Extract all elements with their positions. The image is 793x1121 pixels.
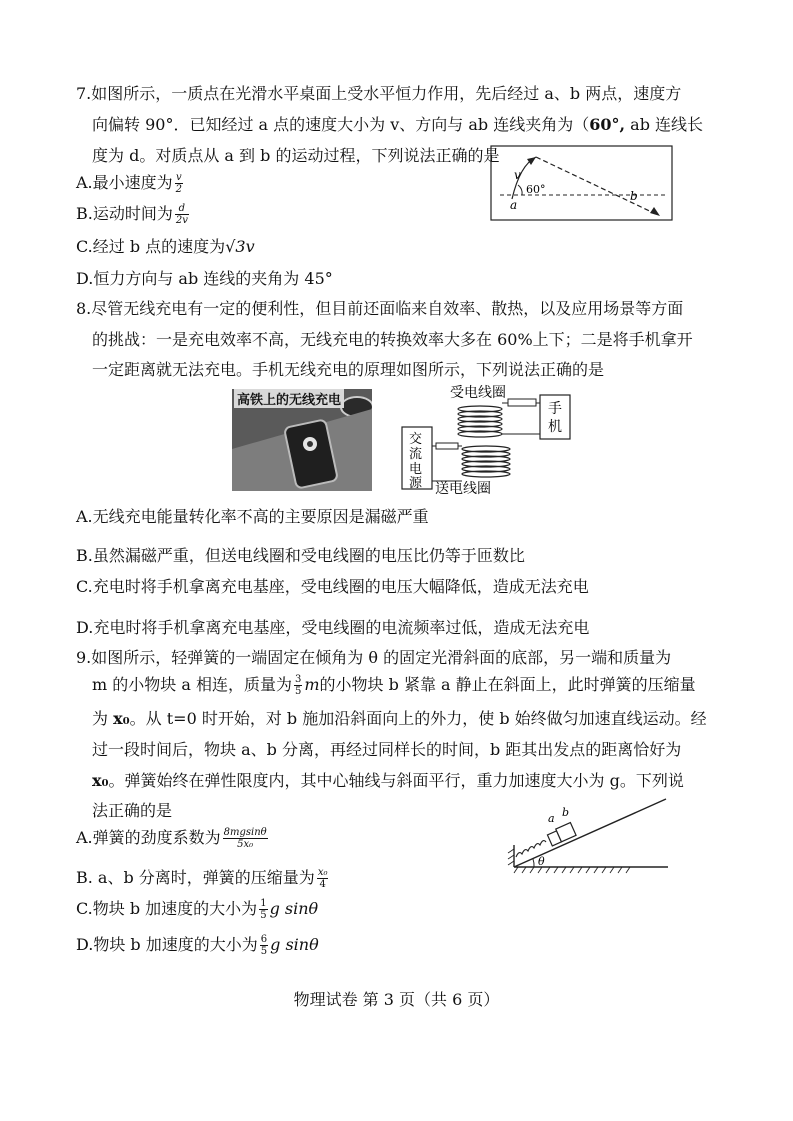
q9-option-c-math: g sinθ <box>269 899 319 918</box>
frac-den: 5 <box>260 946 268 957</box>
q9-option-a <box>76 827 270 850</box>
q7-option-b-text: B.运动时间为 <box>76 204 173 223</box>
q9-line6: 法正确的是 <box>92 801 173 820</box>
label-theta: θ <box>538 855 545 868</box>
velocity-arrow-head <box>527 157 536 165</box>
q8-line2: 的挑战：一是充电效率不高，无线充电的转换效率大多在 60%上下；二是将手机拿开 <box>92 330 693 349</box>
frac-den: 5x₀ <box>237 839 254 850</box>
frac-den: 5 <box>260 910 267 921</box>
frac-den: 5 <box>294 686 302 697</box>
label-v: v <box>514 168 521 182</box>
q9-line2 <box>92 674 696 697</box>
photo-title: 高铁上的无线充电 <box>234 389 344 408</box>
label-receive-coil: 受电线圈 <box>450 385 506 401</box>
q9-option-a-text: A.弹簧的劲度系数为 <box>76 828 221 847</box>
q9-line5-text: 。弹簧始终在弹性限度内，其中心轴线与斜面平行，重力加速度大小为 g。下列说 <box>108 771 684 790</box>
q7-option-c-math: √3v <box>225 237 255 256</box>
label-send-coil: 送电线圈 <box>435 481 491 495</box>
q9-option-c <box>76 898 318 921</box>
q9-line2-text: m 的小物块 a 相连，质量为 <box>92 675 292 694</box>
incline-spring-figure <box>500 795 672 875</box>
q9-line3-text: 。从 t=0 时开始，对 b 施加沿斜面向上的外力，使 b 始终做匀加速直线运动。经 <box>129 709 707 728</box>
q9-option-c-frac <box>259 898 267 921</box>
q8-option-d: D.充电时将手机拿离充电基座，受电线圈的电流频率过低，造成无法充电 <box>76 618 590 637</box>
q9-x0: x₀ <box>113 709 130 728</box>
q7-line2-text: 向偏转 90°．已知经过 a 点的速度大小为 v、方向与 ab 连线夹角为（ <box>92 115 590 134</box>
ground-hatch <box>514 867 630 873</box>
q8-line3: 一定距离就无法充电。手机无线充电的原理如图所示，下列说法正确的是 <box>92 360 605 379</box>
label-ac-1: 交 <box>409 432 423 447</box>
q9-line5 <box>92 770 684 792</box>
q8-option-b: B.虽然漏磁严重，但送电线圈和受电线圈的电压比仍等于匝数比 <box>76 546 525 565</box>
send-connector <box>436 443 458 449</box>
page-footer: 物理试卷 第 3 页（共 6 页） <box>293 990 500 1009</box>
q9-line3-head: 为 <box>92 709 114 728</box>
q9-option-d-math: g sinθ <box>270 935 319 954</box>
label-angle: 60° <box>526 183 546 196</box>
label-b: b <box>630 189 638 203</box>
q9-option-b-text: B. a、b 分离时，弹簧的压缩量为 <box>76 868 315 887</box>
frac-num: 8mgsinθ <box>223 827 267 838</box>
receive-connector <box>508 399 536 406</box>
q8-option-a: A.无线充电能量转化率不高的主要原因是漏磁严重 <box>76 507 429 526</box>
blocks <box>547 823 576 846</box>
q7-option-c <box>76 236 255 258</box>
q8-line1: 8.尽管无线充电有一定的便利性，但目前还面临来自效率、散热，以及应用场景等方面 <box>76 299 684 318</box>
q7-line3: 度为 d。对质点从 a 到 b 的运动过程，下列说法正确的是 <box>92 146 500 165</box>
q9-mass-frac <box>294 674 302 697</box>
q9-option-d-frac <box>260 934 268 957</box>
wall-hatch <box>508 849 514 865</box>
wireless-charging-photo <box>232 389 372 491</box>
q9-x0-2: x₀ <box>92 771 109 790</box>
q7-option-b <box>76 203 191 226</box>
q9-option-c-text: C.物块 b 加速度的大小为 <box>76 899 258 918</box>
frac-den: 4 <box>319 879 326 890</box>
trajectory-arrow-head <box>650 207 660 216</box>
q9-option-b <box>76 867 330 890</box>
q9-option-a-frac <box>223 827 268 850</box>
label-ac-2: 流 <box>409 447 423 462</box>
theta-arc <box>533 859 534 867</box>
frac-den: 2 <box>175 184 183 195</box>
q7-option-c-text: C.经过 b 点的速度为 <box>76 237 226 256</box>
receive-coil <box>458 406 502 437</box>
label-block-a: a <box>548 812 555 825</box>
q7-option-a-frac <box>175 172 183 195</box>
q7-angle-bold: 60°, <box>589 115 626 134</box>
frac-num: v <box>176 172 182 183</box>
label-ac-3: 电 <box>409 462 423 477</box>
q9-line1: 9.如图所示，轻弹簧的一端固定在倾角为 θ 的固定光滑斜面的底部，另一端和质量为 <box>76 648 672 667</box>
coil-circuit-diagram <box>400 383 575 495</box>
trajectory-dashed <box>536 157 658 215</box>
frac-num: x₀ <box>317 867 328 878</box>
frac-num: d <box>175 203 189 215</box>
label-phone-2: 机 <box>548 419 562 435</box>
q9-option-d-text: D.物块 b 加速度的大小为 <box>76 935 258 954</box>
label-block-b: b <box>562 806 570 819</box>
label-a: a <box>510 198 518 212</box>
q7-line2-tail: ab 连线长 <box>625 115 704 134</box>
q9-line2-tail: 的小物块 b 紧靠 a 静止在斜面上，此时弹簧的压缩量 <box>319 675 696 694</box>
q8-option-c: C.充电时将手机拿离充电基座，受电线圈的电压大幅降低，造成无法充电 <box>76 577 589 596</box>
q9-mass-m: m <box>304 675 320 694</box>
q7-option-d: D.恒力方向与 ab 连线的夹角为 45° <box>76 269 333 288</box>
label-phone-1: 手 <box>548 401 562 417</box>
angle-arc <box>518 185 522 195</box>
send-coil <box>462 446 510 477</box>
q7-option-a-text: A.最小速度为 <box>76 173 173 192</box>
q9-option-d <box>76 934 319 957</box>
frac-num: 1 <box>260 898 267 909</box>
q7-option-b-frac <box>175 203 189 226</box>
frac-num: 6 <box>260 934 268 945</box>
q9-line4: 过一段时间后，物块 a、b 分离，再经过同样长的时间，b 距其出发点的距离恰好为 <box>92 740 682 759</box>
q7-line2 <box>92 114 703 136</box>
frac-num: 3 <box>294 674 302 685</box>
q9-line3 <box>92 708 707 730</box>
label-ac-4: 源 <box>409 476 423 491</box>
q7-option-a <box>76 172 185 195</box>
q7-trajectory-figure <box>490 145 674 223</box>
incline-line <box>514 799 666 867</box>
q7-line1: 7.如图所示，一质点在光滑水平桌面上受水平恒力作用，先后经过 a、b 两点，速度方 <box>76 84 682 103</box>
q9-option-b-frac <box>317 867 329 890</box>
frac-den: 2v <box>175 215 188 226</box>
